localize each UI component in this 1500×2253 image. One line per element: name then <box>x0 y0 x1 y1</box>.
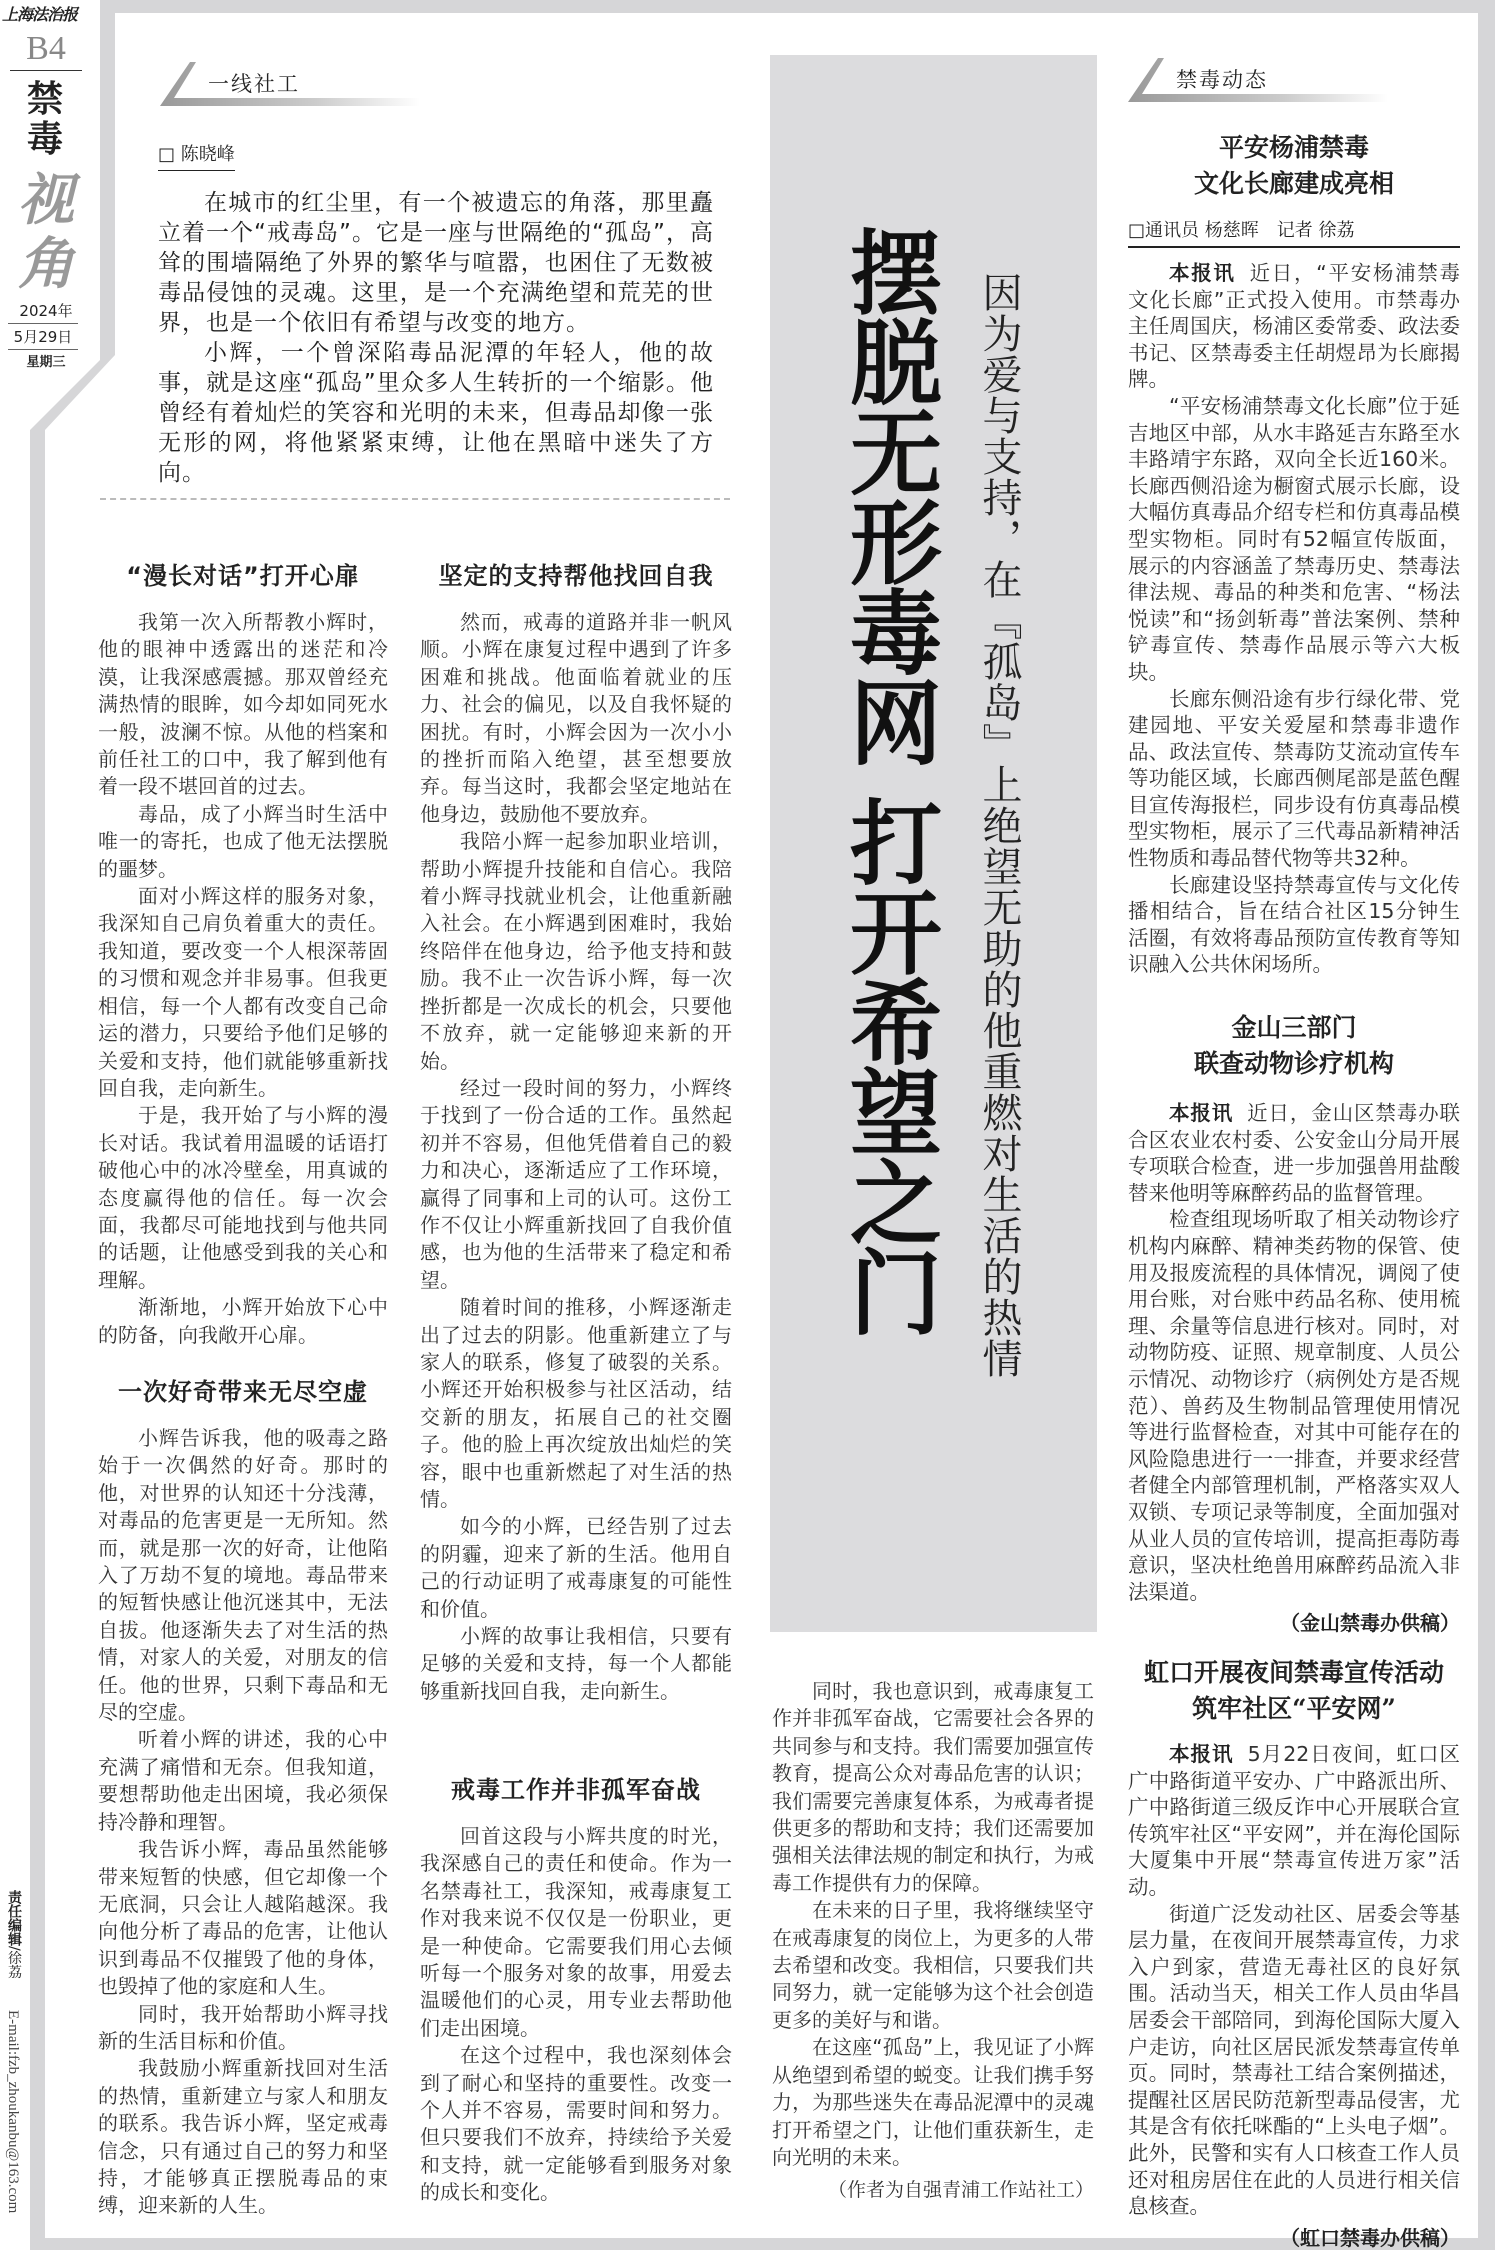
article-intro <box>158 188 714 488</box>
news-body <box>1128 1100 1460 1605</box>
section-tag <box>160 62 420 114</box>
page-number: B4 <box>10 30 82 71</box>
paragraph: 毒品，成了小辉当时生活中唯一的寄托，也成了他无法摆脱的噩梦。 <box>98 801 388 881</box>
dateline-lead: 本报讯 <box>1169 261 1236 285</box>
article-section <box>420 1770 732 2207</box>
paragraph: 我鼓励小辉重新找回对生活的热情，重新建立与家人和朋友的联系。我告诉小辉，坚定戒毒信念，只有通过自己的努力和坚持，才能够真正摆脱毒品的束缚，迎来新的人生。 <box>98 2056 388 2218</box>
editor-label: 责任编辑 <box>6 1890 22 1946</box>
paragraph: 我告诉小辉，毒品虽然能够带来短暂的快感，但它却像一个无底洞，只会让人越陷越深。我向他分析了毒品的危害，让他认识到毒品不仅摧毁了他的身体，也毁掉了他的家庭和人生。 <box>98 1837 388 1999</box>
news-section-tag-label: 禁毒动态 <box>1176 68 1268 92</box>
news-body <box>1128 1741 1460 2220</box>
paragraph: 于是，我开始了与小辉的漫长对话。我试着用温暖的话语打破他心中的冰冷壁垒，用真诚的态度赢得他的信任。每一次会面，我都尽可能地找到与他共同的话题，让他感受到我的关心和理解。 <box>98 1103 388 1292</box>
section-tag-label: 一线社工 <box>208 72 300 96</box>
news-title-line: 金山三部门 <box>1231 1013 1357 1042</box>
column-name: 禁毒 <box>26 79 63 160</box>
paragraph: 在城市的红尘里，有一个被遗忘的角落，那里矗立着一个“戒毒岛”。它是一座与世隔绝的“孤岛”，高耸的围墙隔绝了外界的繁华与喧嚣，也困住了无数被毒品侵蚀的灵魂。这里，是一个充满绝望和荒芜的世界，也是一个依旧有希望与改变的地方。 <box>158 190 714 336</box>
paragraph <box>1128 1741 1460 1901</box>
news-credit: （虹口禁毒办供稿） <box>1280 2225 1460 2250</box>
section-body <box>420 1823 732 2207</box>
paragraph-text: 近日，“平安杨浦禁毒文化长廊”正式投入使用。市禁毒办主任周国庆，杨浦区委常委、政法委书记、区禁毒委主任胡煜昂为长廊揭牌。 <box>1128 261 1460 392</box>
paragraph-text: 5月22日夜间，虹口区广中路街道平安办、广中路派出所、广中路街道三级反诈中心开展联合宣传筑牢社区“平安网”，并在海伦国际大厦集中开展“禁毒宣传进万家”活动。 <box>1128 1742 1460 1899</box>
divider <box>100 498 730 500</box>
news-article <box>1128 1655 1460 2251</box>
paragraph: 同时，我开始帮助小辉寻找新的生活目标和价值。 <box>98 2001 388 2053</box>
section-heading: 戒毒工作并非孤军奋战 <box>451 1776 701 1804</box>
section-body <box>772 1678 1094 2171</box>
author-note: （作者为自强青浦工作站社工） <box>827 2179 1094 2202</box>
paragraph: 小辉的故事让我相信，只要有足够的关爱和支持，每一个人都能够重新找回自我，走向新生。 <box>420 1624 732 1703</box>
dateline-lead: 本报讯 <box>1169 1742 1234 1766</box>
section-body <box>98 1425 388 2220</box>
section-heading: 坚定的支持帮他找回自我 <box>438 562 714 590</box>
paragraph: 面对小辉这样的服务对象，我深知自己肩负着重大的责任。我知道，要改变一个人根深蒂固的习惯和观念并非易事。但我更相信，每一个人都有改变自己命运的潜力，只要给予他们足够的关爱和支持，他们就能够重新找回自我，走向新生。 <box>98 884 388 1100</box>
editor-name: /徐荔 <box>6 1946 22 1979</box>
article-title: 摆脱无形毒网 打开希望之门 <box>835 225 942 1336</box>
paragraph: 检查组现场听取了相关动物诊疗机构内麻醉、精神类药物的保管、使用及报废流程的具体情况，调阅了使用台账，对台账中药品名称、使用梳理、余量等信息进行核对。同时，对动物防疫、证照、规章制度、人员公示情况、动物诊疗（病例处方是否规范）、兽药及生物制品管理使用情况等进行监督检查，对其中可能存在的风险隐患进行一一排查，并要求经营者健全内部管理机制，严格落实双人双锁、专项记录等制度，全面加强对从业人员的宣传培训，提高拒毒防毒意识，坚决杜绝兽用麻醉药品流入非法渠道。 <box>1128 1207 1460 1604</box>
paragraph: 在未来的日子里，我将继续坚守在戒毒康复的岗位上，为更多的人带去希望和改变。我相信，只要我们共同努力，就一定能够为这个社会创造更多的美好与和谐。 <box>772 1898 1094 2032</box>
paragraph: 同时，我也意识到，戒毒康复工作并非孤军奋战，它需要社会各界的共同参与和支持。我们需要加强宣传教育，提高公众对毒品危害的认识；我们需要完善康复体系，为戒毒者提供更多的帮助和支持；我们还需要加强相关法律法规的制定和执行，为戒毒工作提供有力的保障。 <box>772 1679 1094 1895</box>
paragraph: 我第一次入所帮教小辉时，他的眼神中透露出的迷茫和冷漠，让我深感震撼。那双曾经充满热情的眼眸，如今却如同死水一般，波澜不惊。从他的档案和前任社工的口中，我了解到他有着一段不堪回首的过去。 <box>98 610 388 799</box>
editor-email: E-mail:fzb_zhoukanbu@163.com <box>5 2010 21 2214</box>
paragraph: 在这座“孤岛”上，我见证了小辉从绝望到希望的蜕变。让我们携手努力，为那些迷失在毒品泥潭中的灵魂打开希望之门，让他们重获新生，走向光明的未来。 <box>772 2035 1094 2169</box>
article-section <box>420 556 732 1705</box>
column-name-calligraphy: 视角 <box>18 167 74 297</box>
paragraph: 然而，戒毒的道路并非一帆风顺。小辉在康复过程中遇到了许多困难和挑战。他面临着就业的压力、社会的偏见，以及自我怀疑的困扰。有时，小辉会因为一次小小的挫折而陷入绝望，甚至想要放弃。每当这时，我都会坚定地站在他身边，鼓励他不要放弃。 <box>420 610 732 826</box>
article-section <box>98 1372 388 2220</box>
paragraph: 长廊建设坚持禁毒宣传与文化传播相结合，旨在结合社区15分钟生活圈，有效将毒品预防宣传教育等知识融入公共休闲场所。 <box>1128 872 1460 977</box>
paragraph: 经过一段时间的努力，小辉终于找到了一份合适的工作。虽然起初并不容易，但他凭借着自己的毅力和决心，逐渐适应了工作环境，赢得了同事和上司的认可。这份工作不仅让小辉重新找回了自我价值感，也为他的生活带来了稳定和希望。 <box>420 1075 732 1292</box>
paragraph <box>1128 1100 1460 1206</box>
news-byline: □通讯员 杨慈晖 记者 徐荔 <box>1128 216 1460 248</box>
news-title-line: 平安杨浦禁毒 <box>1218 133 1369 162</box>
news-title-line: 联查动物诊疗机构 <box>1193 1049 1394 1078</box>
paragraph: 长廊东侧沿途有步行绿化带、党建园地、平安关爱屋和禁毒非遗作品、政法宣传、禁毒防艾流动宣传车等功能区域，长廊西侧尾部是蓝色醒目宣传海报栏，同步设有仿真毒品模型实物柜，展示了三代毒品新精神活性物质和毒品替代物等共32种。 <box>1128 686 1460 871</box>
paragraph: 小辉告诉我，他的吸毒之路始于一次偶然的好奇。那时的他，对世界的认知还十分浅薄，对毒品的危害更是一无所知。然而，就是那一次的好奇，让他陷入了万劫不复的境地。毒品带来的短暂快感让他沉迷其中，无法自拔。他逐渐失去了对生活的热情，对家人的关爱，对朋友的信任。他的世界，只剩下毒品和无尽的空虚。 <box>98 1426 388 1725</box>
paper-logo: 上海法治报 <box>2 5 78 24</box>
news-title-line: 文化长廊建成亮相 <box>1193 169 1394 198</box>
paragraph: 在这个过程中，我也深刻体会到了耐心和坚持的重要性。改变一个人并不容易，需要时间和努力。但只要我们不放弃，持续给予关爱和支持，就一定能够看到服务对象的成长和变化。 <box>420 2043 732 2205</box>
news-credit: （金山禁毒办供稿） <box>1280 1611 1460 1636</box>
news-title <box>1128 1010 1460 1082</box>
editor-credit <box>4 1890 24 1979</box>
news-title-line: 虹口开展夜间禁毒宣传活动 <box>1143 1658 1444 1687</box>
news-title <box>1128 130 1460 202</box>
author-byline: □ 陈晓峰 <box>158 140 235 171</box>
paragraph: 随着时间的推移，小辉逐渐走出了过去的阴影。他重新建立了与家人的联系，修复了破裂的关系。小辉还开始积极参与社区活动，结交新的朋友，拓展自己的社交圈子。他的脸上再次绽放出灿烂的笑容，眼中也重新燃起了对生活的热情。 <box>420 1295 732 1511</box>
paragraph: 小辉，一个曾深陷毒品泥潭的年轻人，他的故事，就是这座“孤岛”里众多人生转折的一个缩影。他曾经有着灿烂的笑容和光明的未来，但毒品却像一张无形的网，将他紧紧束缚，让他在黑暗中迷失了方向。 <box>158 340 714 486</box>
article-subtitle: 因为爱与支持，在『孤岛』上绝望无助的他重燃对生活的热情 <box>976 272 1022 1379</box>
section-body <box>420 609 732 1705</box>
issue-date: 5月29日 <box>8 323 78 350</box>
news-section-tag <box>1128 58 1328 110</box>
paragraph: 我陪小辉一起参加职业培训，帮助小辉提升技能和自信心。我陪着小辉寻找就业机会，让他重新融入社会。在小辉遇到困难时，我始终陪伴在他身边，给予他支持和鼓励。我不止一次告诉小辉，每一次挫折都是一次成长的机会，只要他不放弃，就一定能够迎来新的开始。 <box>420 829 732 1073</box>
issue-weekday: 星期三 <box>26 355 66 370</box>
paragraph: 回首这段与小辉共度的时光，我深感自己的责任和使命。作为一名禁毒社工，我深知，戒毒康复工作对我来说不仅仅是一份职业，更是一种使命。它需要我们用心去倾听每一个服务对象的故事，用爱去温暖他们的心灵，用专业去帮助他们走出困境。 <box>420 1824 732 2040</box>
section-heading: 一次好奇带来无尽空虚 <box>118 1378 368 1406</box>
paragraph <box>1128 260 1460 393</box>
paragraph: 听着小辉的讲述，我的心中充满了痛惜和无奈。但我知道，要想帮助他走出困境，我必须保持冷静和理智。 <box>98 1727 388 1834</box>
section-body <box>98 609 388 1349</box>
news-article <box>1128 1010 1460 1636</box>
paragraph: 渐渐地，小辉开始放下心中的防备，向我敞开心扉。 <box>98 1295 388 1347</box>
news-title-line: 筑牢社区“平安网” <box>1192 1694 1396 1723</box>
dateline-lead: 本报讯 <box>1169 1101 1234 1125</box>
news-body <box>1128 260 1460 978</box>
section-heading: “漫长对话”打开心扉 <box>126 562 360 590</box>
issue-year: 2024年 <box>19 302 73 320</box>
paragraph-text: 近日，金山区禁毒办联合区农业农村委、公安金山分局开展专项联合检查，进一步加强兽用盐酸替来他明等麻醉药品的监督管理。 <box>1128 1101 1460 1205</box>
news-title <box>1128 1655 1460 1727</box>
paragraph: 如今的小辉，已经告别了过去的阴霾，迎来了新的生活。他用自己的行动证明了戒毒康复的可能性和价值。 <box>420 1514 732 1621</box>
paragraph: 街道广泛发动社区、居委会等基层力量，在夜间开展禁毒宣传，力求入户到家，营造无毒社区的良好氛围。活动当天，相关工作人员由华昌居委会干部陪同，到海伦国际大厦入户走访，向社区居民派发禁毒宣传单页。同时，禁毒社工结合案例描述，提醒社区居民防范新型毒品侵害，尤其是含有依托咪酯的“上头电子烟”。此外，民警和实有人口核查工作人员还对租房居住在此的人员进行相关信息核查。 <box>1128 1901 1460 2219</box>
article-section <box>772 1678 1094 2202</box>
news-article <box>1128 130 1460 978</box>
paragraph: “平安杨浦禁毒文化长廊”位于延吉地区中部，从水丰路延吉东路至水丰路靖宇东路，双向全长近160米。长廊西侧沿途为橱窗式展示长廊，设大幅仿真毒品介绍专栏和仿真毒品模型实物柜。同时有52幅宣传版面，展示的内容涵盖了禁毒历史、禁毒法律法规、毒品的种类和危害、“杨法悦读”和“扬剑斩毒”普法案例、禁种铲毒宣传、禁毒作品展示等六大板块。 <box>1128 393 1460 684</box>
article-section <box>98 556 388 1349</box>
